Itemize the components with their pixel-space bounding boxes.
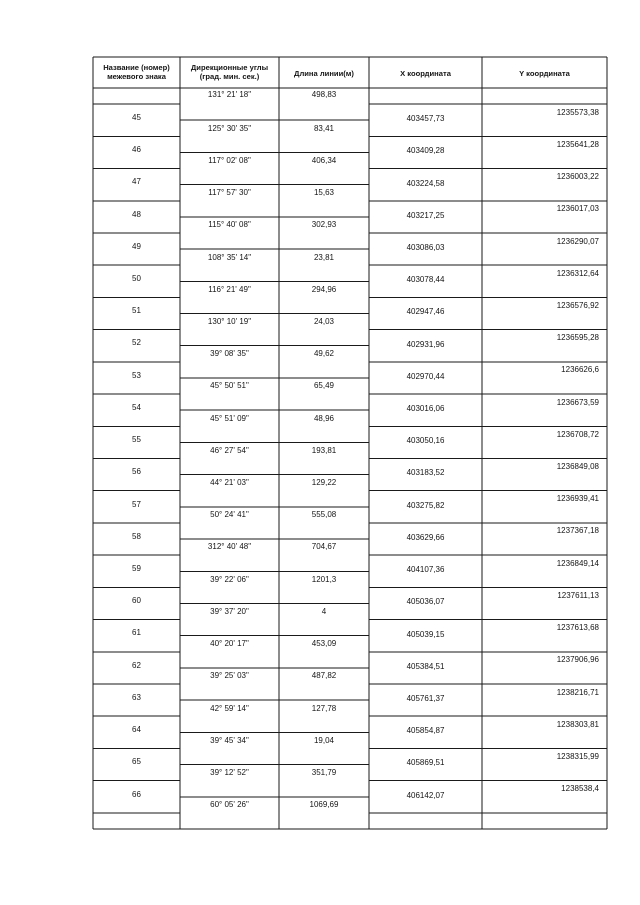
x-coordinate-cell: 403217,25: [406, 210, 445, 220]
angle-cell: 39° 45' 34": [210, 735, 249, 745]
length-cell: 4: [321, 606, 327, 616]
y-coordinate-cell: 1237906,96: [556, 655, 599, 665]
header-y: Y координата: [519, 69, 570, 78]
point-name-cell: 62: [132, 660, 141, 670]
header-x: X координата: [400, 69, 451, 78]
header-name: Название (номер) межевого знака: [103, 63, 170, 81]
point-name-cell: 61: [132, 628, 141, 638]
point-name-cell: 63: [132, 692, 141, 702]
length-cell: 24,03: [313, 316, 335, 326]
angle-cell: 45° 50' 51": [210, 381, 249, 391]
y-coordinate-cell: 1238538,4: [561, 784, 599, 794]
angle-cell: 39° 25' 03": [210, 671, 249, 681]
angle-cell: 44° 21' 03": [210, 478, 249, 488]
length-cell: 294,96: [311, 284, 337, 294]
point-name-cell: 60: [132, 596, 141, 606]
angle-cell: 39° 08' 35": [210, 349, 249, 359]
angle-cell: 131° 21' 18": [207, 90, 252, 99]
point-name-cell: 58: [132, 531, 141, 541]
x-coordinate-cell: 403086,03: [406, 242, 445, 252]
y-coordinate-cell: 1236312,64: [556, 268, 599, 278]
point-name-cell: 48: [132, 209, 141, 219]
length-cell: 453,09: [311, 639, 337, 649]
header-length: Длина линии(м): [294, 69, 354, 78]
length-cell: 19,04: [313, 735, 335, 745]
x-coordinate-cell: 405854,87: [406, 726, 445, 736]
length-cell: 23,81: [313, 252, 335, 262]
y-coordinate-cell: 1238315,99: [556, 752, 599, 761]
x-coordinate-cell: 402947,46: [406, 307, 445, 317]
length-cell: 1069,69: [309, 800, 339, 810]
angle-cell: 45° 51' 09": [210, 413, 249, 423]
length-cell: 83,41: [313, 123, 335, 133]
angle-cell: 312° 40' 48": [207, 542, 252, 552]
point-name-cell: 46: [132, 145, 141, 155]
y-coordinate-cell: 1236939,41: [556, 494, 599, 504]
length-cell: 351,79: [311, 767, 337, 777]
y-coordinate-cell: 1235573,38: [556, 107, 599, 117]
angle-cell: 117° 57' 30": [208, 188, 251, 198]
length-cell: 48,96: [313, 413, 335, 423]
angle-cell: 108° 35' 14": [207, 252, 252, 262]
y-coordinate-cell: 1236673,59: [556, 397, 599, 407]
y-coordinate-cell: 1236290,07: [556, 236, 599, 246]
y-coordinate-cell: 1236595,28: [556, 333, 599, 343]
y-coordinate-cell: 1236849,08: [556, 462, 599, 472]
length-cell: 406,34: [311, 155, 337, 165]
x-coordinate-cell: 403629,66: [406, 532, 445, 542]
y-coordinate-cell: 1235641,28: [556, 139, 599, 149]
length-cell: 15,63: [313, 188, 335, 198]
angle-cell: 125° 30' 35": [207, 123, 252, 133]
point-name-cell: 65: [132, 757, 141, 767]
angle-cell: 39° 22' 06": [210, 574, 249, 584]
point-name-cell: 57: [132, 499, 141, 509]
angle-cell: 39° 37' 20": [210, 606, 249, 616]
y-coordinate-cell: 1236017,03: [556, 204, 599, 214]
x-coordinate-cell: 403457,73: [406, 114, 445, 124]
point-name-cell: 51: [132, 306, 141, 316]
point-name-cell: 52: [132, 338, 141, 348]
point-name-cell: 50: [132, 274, 141, 284]
header-angle: Дирекционные углы (град. мин. сек.): [190, 63, 269, 81]
angle-cell: 42° 59' 14": [210, 703, 249, 713]
angle-cell: 116° 21' 49": [208, 284, 251, 294]
length-cell: 487,82: [311, 671, 337, 681]
length-cell: 193,81: [311, 445, 337, 455]
length-cell: 65,49: [313, 381, 335, 391]
angle-cell: 117° 02' 08": [208, 155, 251, 165]
length-cell: 127,78: [311, 703, 337, 713]
angle-cell: 40° 20' 17": [210, 639, 249, 649]
length-cell: 49,62: [313, 349, 335, 359]
x-coordinate-cell: 404107,36: [406, 565, 445, 575]
point-name-cell: 54: [132, 402, 141, 412]
y-coordinate-cell: 1236003,22: [556, 172, 599, 182]
length-cell: 302,93: [311, 220, 337, 230]
x-coordinate-cell: 403050,16: [406, 436, 445, 446]
angle-cell: 46° 27' 54": [210, 445, 249, 455]
y-coordinate-cell: 1238303,81: [556, 719, 599, 729]
y-coordinate-cell: 1238216,71: [556, 687, 599, 697]
y-coordinate-cell: 1237613,68: [556, 623, 599, 633]
angle-cell: 130° 10' 19": [207, 316, 252, 326]
point-name-cell: 53: [132, 370, 141, 380]
y-coordinate-cell: 1236626,6: [561, 365, 599, 375]
x-coordinate-cell: 403183,52: [406, 468, 445, 478]
x-coordinate-cell: 403409,28: [406, 146, 445, 156]
point-name-cell: 64: [132, 725, 141, 735]
point-name-cell: 59: [132, 564, 141, 573]
point-name-cell: 47: [132, 177, 141, 187]
x-coordinate-cell: 403078,44: [406, 275, 445, 285]
length-cell: 704,67: [311, 542, 337, 552]
y-coordinate-cell: 1236849,14: [556, 558, 599, 568]
point-name-cell: 56: [132, 467, 141, 477]
y-coordinate-cell: 1236708,72: [556, 429, 599, 439]
point-name-cell: 55: [132, 435, 141, 445]
point-name-cell: 49: [132, 241, 141, 251]
y-coordinate-cell: 1236576,92: [556, 300, 599, 310]
x-coordinate-cell: 405036,07: [406, 597, 445, 607]
x-coordinate-cell: 405869,51: [406, 758, 445, 768]
angle-cell: 50° 24' 41": [210, 510, 249, 520]
coordinates-table: [93, 57, 607, 829]
length-cell: 555,08: [311, 510, 337, 520]
x-coordinate-cell: 403016,06: [406, 404, 445, 414]
x-coordinate-cell: 403275,82: [406, 500, 445, 510]
x-coordinate-cell: 405761,37: [406, 694, 445, 703]
x-coordinate-cell: 402931,96: [406, 339, 445, 349]
x-coordinate-cell: 402970,44: [406, 371, 445, 381]
angle-cell: 39° 12' 52": [210, 767, 249, 777]
angle-cell: 115° 40' 08": [208, 220, 251, 230]
angle-cell: 60° 05' 26": [210, 800, 249, 810]
point-name-cell: 66: [132, 789, 141, 799]
length-cell: 498,83: [311, 90, 337, 99]
y-coordinate-cell: 1237367,18: [556, 526, 599, 536]
length-cell: 129,22: [311, 478, 337, 488]
point-name-cell: 45: [132, 112, 141, 122]
x-coordinate-cell: 405384,51: [406, 661, 445, 671]
y-coordinate-cell: 1237611,13: [557, 590, 599, 600]
length-cell: 1201,3: [311, 574, 337, 584]
x-coordinate-cell: 403224,58: [406, 178, 445, 188]
x-coordinate-cell: 405039,15: [406, 629, 445, 639]
x-coordinate-cell: 406142,07: [406, 790, 445, 800]
